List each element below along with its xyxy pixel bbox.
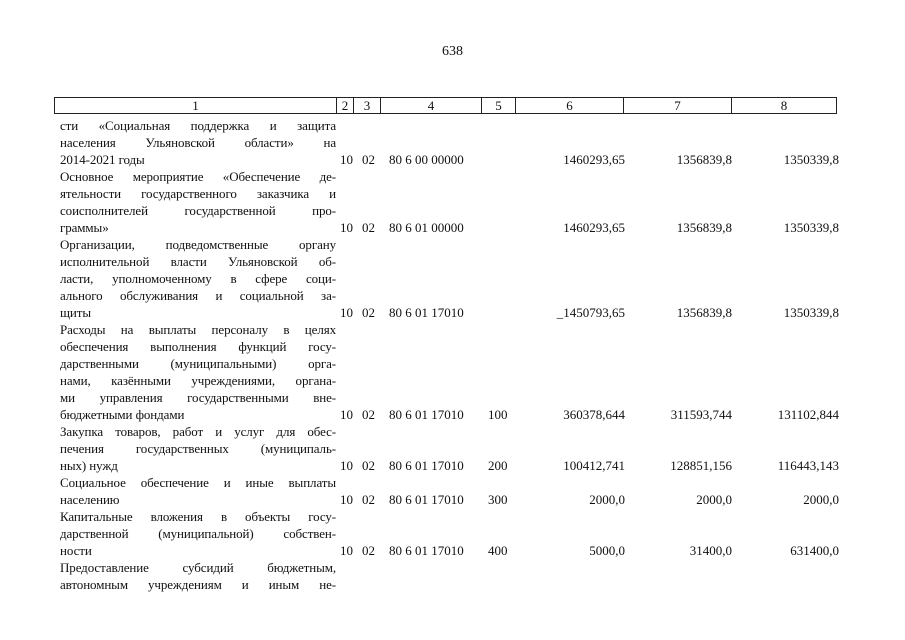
subsection-code: 02 <box>362 152 375 167</box>
header-col-8: 8 <box>780 98 788 113</box>
section-code: 10 <box>340 458 353 473</box>
amount-col-6: 100412,741 <box>563 458 625 473</box>
amount-col-7: 311593,744 <box>670 407 732 422</box>
description-line: ятельности государственного заказчика и <box>60 186 336 201</box>
amount-col-7: 1356839,8 <box>676 152 732 167</box>
description-line: граммы» <box>60 220 109 235</box>
header-col-4: 4 <box>381 98 482 113</box>
amount-col-6: _1450793,65 <box>556 305 625 320</box>
description-line: дарственными (муниципальными) орга- <box>60 356 336 371</box>
description-line: бюджетными фондами <box>60 407 185 422</box>
expense-type-code: 300 <box>488 492 508 507</box>
target-article-code: 80 6 01 17010 <box>389 407 464 422</box>
description-line: населению <box>60 492 120 507</box>
description-line: Социальное обеспечение и иные выплаты <box>60 475 336 490</box>
description-line: Организации, подведомственные органу <box>60 237 336 252</box>
header-col-6: 6 <box>516 98 624 113</box>
target-article-code: 80 6 01 17010 <box>389 492 464 507</box>
table-row <box>0 474 905 508</box>
subsection-code: 02 <box>362 220 375 235</box>
amount-col-7: 1356839,8 <box>676 220 732 235</box>
amount-col-8: 131102,844 <box>777 407 839 422</box>
amount-col-8: 631400,0 <box>790 543 839 558</box>
row-description <box>60 321 336 423</box>
description-line: дарственной (муниципальной) собствен- <box>60 526 336 541</box>
amount-col-7: 128851,156 <box>670 458 732 473</box>
description-line: ального обслуживания и социальной за- <box>60 288 336 303</box>
header-col-5: 5 <box>482 98 516 113</box>
description-line: Закупка товаров, работ и услуг для обес- <box>60 424 336 439</box>
section-code: 10 <box>340 407 353 422</box>
row-description <box>60 236 336 321</box>
section-code: 10 <box>340 152 353 167</box>
expense-type-code: 100 <box>488 407 508 422</box>
description-line: щиты <box>60 305 91 320</box>
header-col-3: 3 <box>354 98 381 113</box>
description-line: Капитальные вложения в объекты госу- <box>60 509 336 524</box>
section-code: 10 <box>340 492 353 507</box>
header-col-2: 2 <box>337 98 354 113</box>
table-row <box>0 321 905 423</box>
table-header <box>54 97 837 114</box>
expense-type-code: 400 <box>488 543 508 558</box>
table-row <box>0 508 905 559</box>
table-body <box>0 117 905 593</box>
row-description <box>60 559 336 593</box>
table-row <box>0 559 905 593</box>
target-article-code: 80 6 01 17010 <box>389 305 464 320</box>
table-row <box>0 168 905 236</box>
description-line: Расходы на выплаты персоналу в целях <box>60 322 336 337</box>
description-line: ности <box>60 543 92 558</box>
amount-col-6: 2000,0 <box>589 492 625 507</box>
description-line: автономным учреждениям и иным не- <box>60 577 336 592</box>
subsection-code: 02 <box>362 407 375 422</box>
amount-col-7: 31400,0 <box>689 543 732 558</box>
description-line: Основное мероприятие «Обеспечение де- <box>60 169 336 184</box>
section-code: 10 <box>340 543 353 558</box>
amount-col-8: 1350339,8 <box>783 305 839 320</box>
amount-col-6: 5000,0 <box>589 543 625 558</box>
row-description <box>60 168 336 236</box>
amount-col-6: 1460293,65 <box>563 152 625 167</box>
description-line: Предоставление субсидий бюджетным, <box>60 560 336 575</box>
description-line: нами, казёнными учреждениями, органа- <box>60 373 336 388</box>
page-number: 638 <box>442 44 463 59</box>
table-row <box>0 423 905 474</box>
amount-col-6: 1460293,65 <box>563 220 625 235</box>
header-col-7: 7 <box>624 98 732 113</box>
description-line: ми управления государственными вне- <box>60 390 336 405</box>
description-line: 2014-2021 годы <box>60 152 145 167</box>
amount-col-8: 116443,143 <box>777 458 839 473</box>
row-description <box>60 423 336 474</box>
subsection-code: 02 <box>362 305 375 320</box>
expense-type-code: 200 <box>488 458 508 473</box>
section-code: 10 <box>340 305 353 320</box>
amount-col-8: 1350339,8 <box>783 152 839 167</box>
target-article-code: 80 6 01 00000 <box>389 220 464 235</box>
description-line: исполнительной власти Ульяновской об- <box>60 254 336 269</box>
section-code: 10 <box>340 220 353 235</box>
description-line: населения Ульяновской области» на <box>60 135 336 150</box>
description-line: сти «Социальная поддержка и защита <box>60 118 336 133</box>
amount-col-8: 1350339,8 <box>783 220 839 235</box>
description-line: ных) нужд <box>60 458 118 473</box>
row-description <box>60 117 336 168</box>
subsection-code: 02 <box>362 458 375 473</box>
amount-col-7: 1356839,8 <box>676 305 732 320</box>
description-line: обеспечения выполнения функций госу- <box>60 339 336 354</box>
header-col-1: 1 <box>55 98 337 113</box>
description-line: печения государственных (муниципаль- <box>60 441 336 456</box>
subsection-code: 02 <box>362 543 375 558</box>
description-line: ласти, уполномоченному в сфере соци- <box>60 271 336 286</box>
amount-col-8: 2000,0 <box>803 492 839 507</box>
amount-col-7: 2000,0 <box>696 492 732 507</box>
amount-col-6: 360378,644 <box>563 407 625 422</box>
target-article-code: 80 6 01 17010 <box>389 543 464 558</box>
row-description <box>60 474 336 508</box>
target-article-code: 80 6 00 00000 <box>389 152 464 167</box>
table-row <box>0 117 905 168</box>
table-row <box>0 236 905 321</box>
target-article-code: 80 6 01 17010 <box>389 458 464 473</box>
description-line: соисполнителей государственной про- <box>60 203 336 218</box>
subsection-code: 02 <box>362 492 375 507</box>
row-description <box>60 508 336 559</box>
